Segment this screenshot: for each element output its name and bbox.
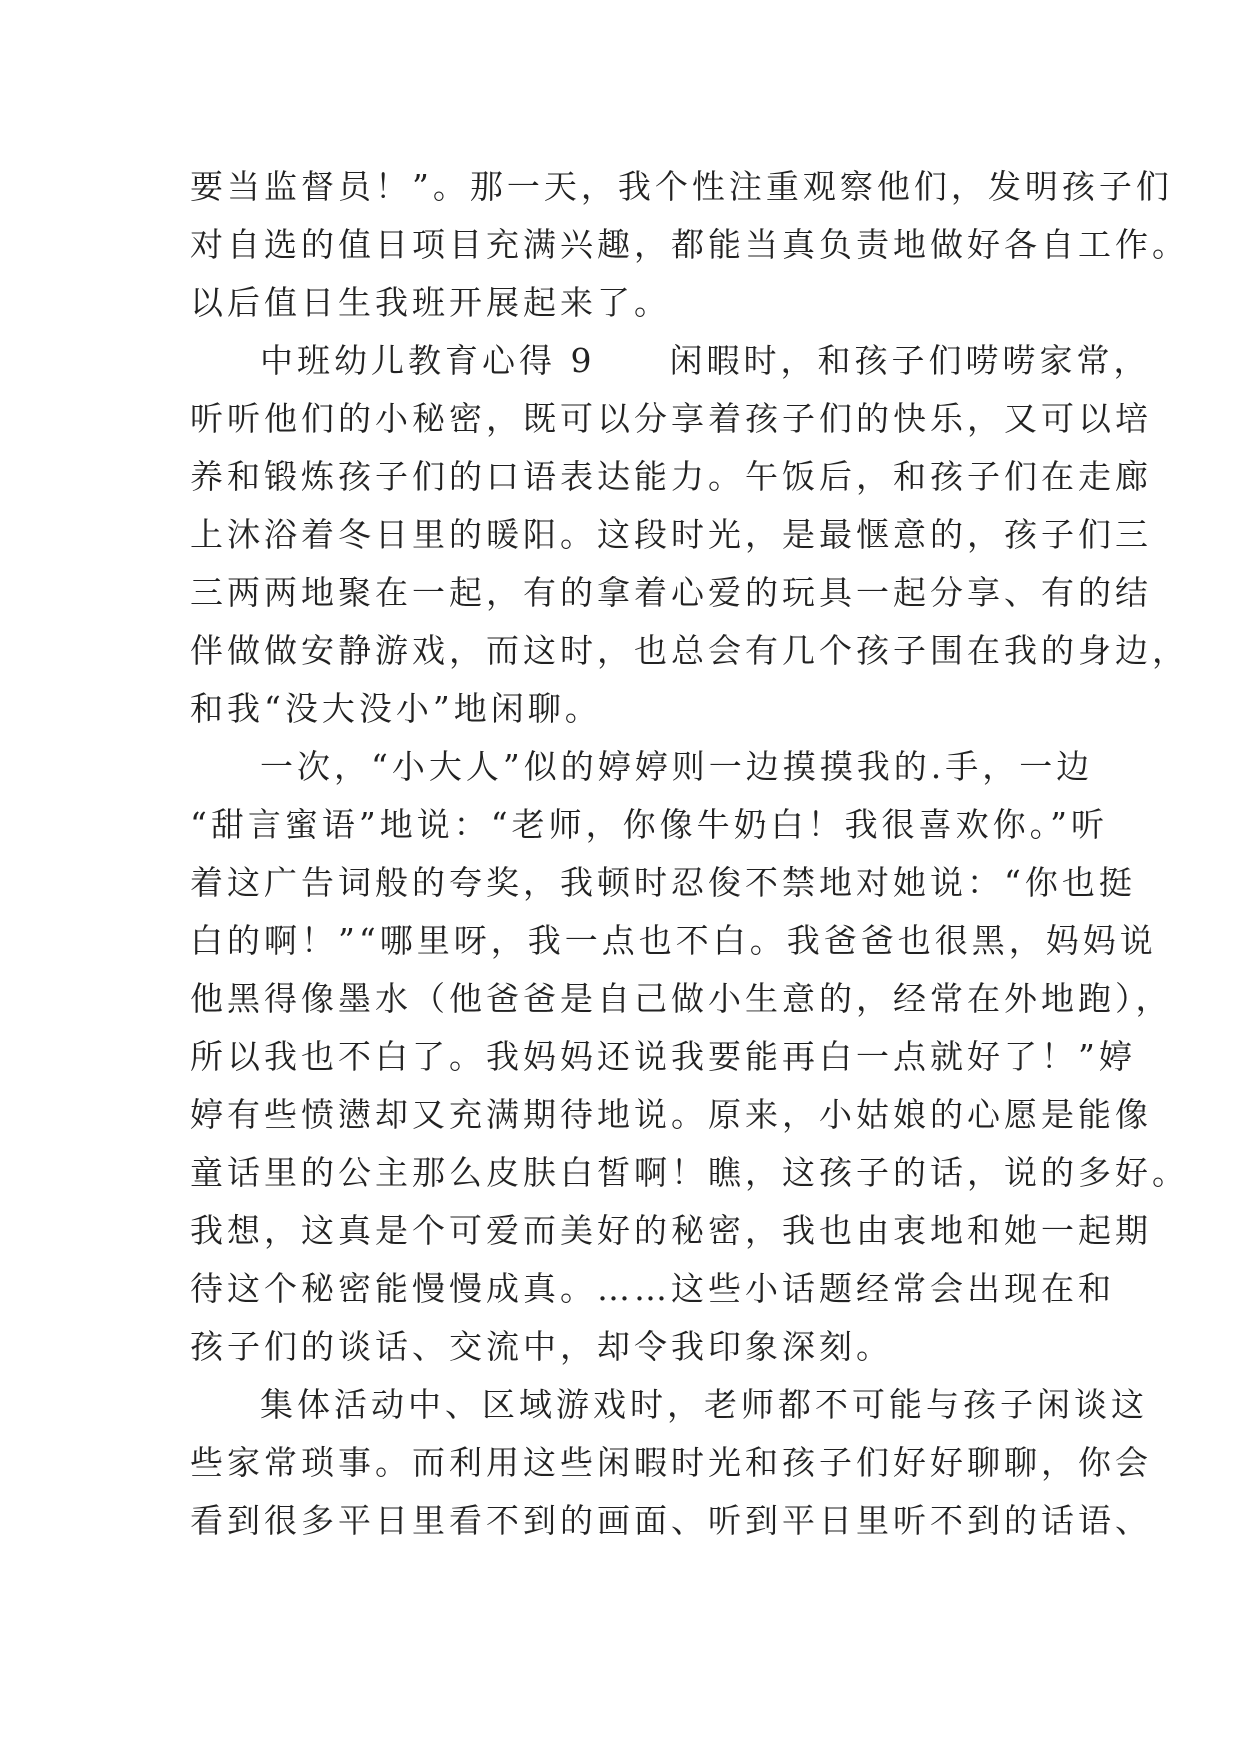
text-line: 要当监督员！”。那一天，我个性注重观察他们，发明孩子们: [190, 167, 1173, 206]
text-line: 着这广告词般的夸奖，我顿时忍俊不禁地对她说：“你也挺: [190, 863, 1136, 902]
section-heading-line: 中班幼儿教育心得 9 闲暇时，和孩子们唠唠家常，: [260, 341, 1151, 380]
text-line: 养和锻炼孩子们的口语表达能力。午饭后，和孩子们在走廊: [190, 457, 1152, 496]
text-line: 对自选的值日项目充满兴趣，都能当真负责地做好各自工作。: [190, 225, 1189, 264]
text-line: 和我“没大没小”地闲聊。: [190, 689, 602, 728]
text-line: 待这个秘密能慢慢成真。……这些小话题经常会出现在和: [190, 1269, 1115, 1308]
text-line: 上沐浴着冬日里的暖阳。这段时光，是最惬意的，孩子们三: [190, 515, 1152, 554]
text-line: 听听他们的小秘密，既可以分享着孩子们的快乐，又可以培: [190, 399, 1152, 438]
text-line: 童话里的公主那么皮肤白皙啊！瞧，这孩子的话，说的多好。: [190, 1153, 1189, 1192]
text-line: “甜言蜜语”地说：“老师，你像牛奶白！我很喜欢你。”听: [190, 805, 1108, 844]
text-line: 我想，这真是个可爱而美好的秘密，我也由衷地和她一起期: [190, 1211, 1152, 1250]
text-line: 以后值日生我班开展起来了。: [190, 283, 671, 322]
text-line: 三两两地聚在一起，有的拿着心爱的玩具一起分享、有的结: [190, 573, 1152, 612]
text-line: 婷有些愤懑却又充满期待地说。原来，小姑娘的心愿是能像: [190, 1095, 1152, 1134]
text-line: 伴做做安静游戏，而这时，也总会有几个孩子围在我的身边，: [190, 631, 1189, 670]
text-line: 所以我也不白了。我妈妈还说我要能再白一点就好了！”婷: [190, 1037, 1136, 1076]
text-line: 些家常琐事。而利用这些闲暇时光和孩子们好好聊聊，你会: [190, 1443, 1152, 1482]
body-text: [190, 158, 1189, 1550]
text-line: 他黑得像墨水（他爸爸是自己做小生意的，经常在外地跑），: [190, 979, 1173, 1018]
text-line: 白的啊！”“哪里呀，我一点也不白。我爸爸也很黑，妈妈说: [190, 921, 1157, 960]
paragraph-start-line: 集体活动中、区域游戏时，老师都不可能与孩子闲谈这: [260, 1385, 1148, 1424]
paragraph-start-line: 一次，“小大人”似的婷婷则一边摸摸我的.手，一边: [260, 747, 1094, 786]
text-line: 孩子们的谈话、交流中，却令我印象深刻。: [190, 1327, 893, 1366]
text-line: 看到很多平日里看不到的画面、听到平日里听不到的话语、: [190, 1501, 1152, 1540]
